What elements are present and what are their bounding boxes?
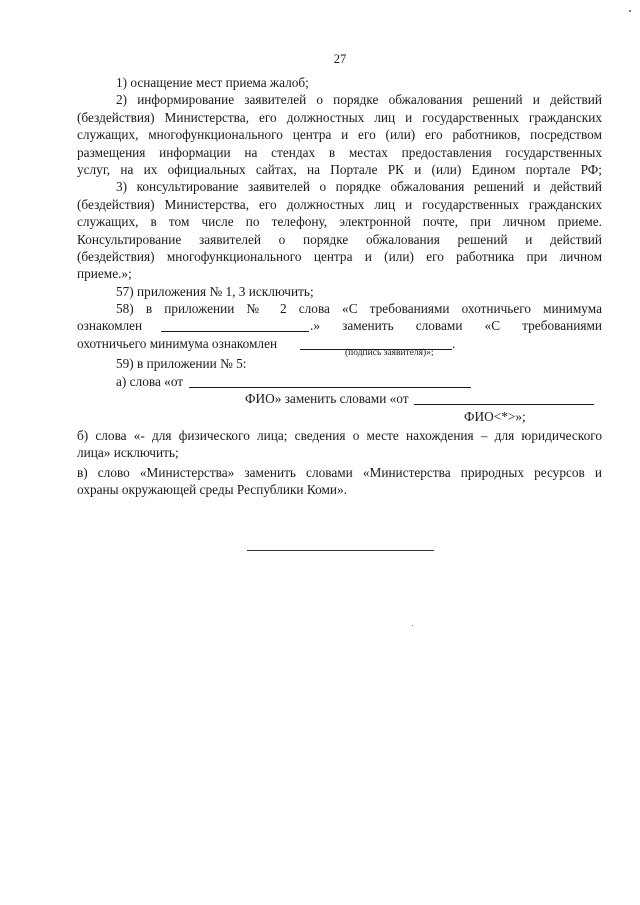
item-58-line: 58) в приложении № 2 слова «С требованиями охотничьего минимума — [116, 301, 602, 317]
item-58-line3-start: охотничьего минимума ознакомлен — [77, 336, 278, 351]
item-3-line: (бездействия) многофункционального центра и (или) его работника при личном — [77, 248, 602, 264]
blank-line — [414, 393, 594, 405]
item-58-line2-start: ознакомлен — [77, 318, 143, 333]
item-3-line: (бездействия) Министерства, его должностных лиц и государственных гражданских — [77, 196, 602, 212]
item-59-a-end: ФИО<*>»; — [464, 409, 526, 424]
body-text-bottom — [77, 427, 602, 499]
item-58-line2-mid: .» заменить словами «С требованиями — [310, 318, 602, 333]
item-59-a-cont: ФИО» заменить словами «от — [245, 391, 409, 406]
item-59-c-line: в) слово «Министерства» заменить словами «Министерства природных ресурсов и — [77, 464, 602, 480]
page-number: 27 — [333, 52, 347, 66]
item-1: 1) оснащение мест приема жалоб; — [116, 75, 309, 90]
item-2-line: 2) информирование заявителей о порядке обжалования решений и действий — [116, 92, 602, 108]
item-3-line: служащих, в том числе по телефону, электронной почте, при личном приеме. — [77, 214, 602, 230]
item-3-line: 3) консультирование заявителей о порядке обжалования решений и действий — [116, 179, 602, 195]
item-57: 57) приложения № 1, 3 исключить; — [116, 283, 314, 299]
item-59-a-start: а) слова «от — [116, 374, 184, 389]
signature-caption: (подпись заявителя)»; — [345, 348, 434, 358]
blank-line — [161, 320, 309, 332]
item-59-c-line: охраны окружающей среды Республики Коми». — [77, 482, 347, 498]
item-59-b-line: б) слова «- для физического лица; сведения о месте нахождения – для юридического — [77, 428, 602, 443]
blank-line — [189, 376, 471, 388]
item-2-line: (бездействия) Министерства, его должностных лиц и государственных гражданских — [77, 109, 602, 125]
scan-speck — [629, 10, 631, 12]
item-2-line: служащих, многофункционального центра и его (или) его работников, посредством — [77, 127, 602, 143]
item-2-line: размещения информации на стендах в местах предоставления государственных — [77, 144, 602, 160]
item-59: 59) в приложении № 5: — [116, 356, 247, 371]
item-59-b-line: лица» исключить; — [77, 445, 179, 461]
item-3-line: приеме.»; — [77, 266, 132, 282]
item-2-line: услуг, на их официальных сайтах, на Портале РК и (или) Едином портале РФ; — [77, 161, 602, 177]
body-text-top — [77, 74, 602, 317]
end-rule — [247, 550, 434, 551]
item-3-line: Консультирование заявителей о порядке обжалования решений и действий — [77, 231, 602, 247]
item-58-line3-end: . — [452, 336, 456, 351]
scan-speck — [412, 625, 413, 626]
